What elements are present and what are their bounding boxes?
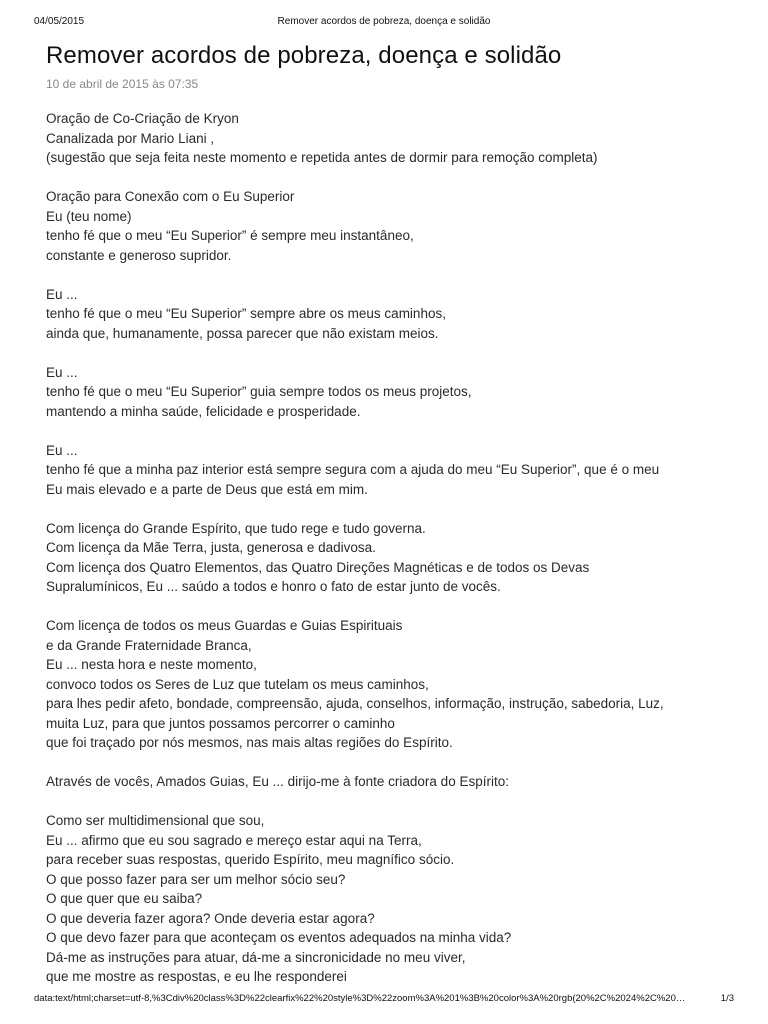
paragraph [46, 811, 736, 987]
paragraph [46, 616, 736, 753]
paragraph-line: Oração de Co-Criação de Kryon [46, 111, 239, 126]
paragraph-line: tenho fé que a minha paz interior está sempre segura com a ajuda do meu “Eu Superior”, que é o meu [46, 462, 660, 477]
paragraph-line: tenho fé que o meu “Eu Superior” é sempre meu instantâneo, [46, 228, 414, 243]
print-footer [34, 993, 734, 1007]
article [46, 40, 736, 1006]
paragraph [46, 772, 736, 792]
paragraph-line: que me mostre as respostas, e eu lhe responderei [46, 969, 347, 984]
paragraph-line: constante e generoso supridor. [46, 247, 232, 263]
paragraph-line: Eu ... afirmo que eu sou sagrado e mereço estar aqui na Terra, [46, 832, 422, 848]
paragraph-line: Eu mais elevado e a parte de Deus que está em mim. [46, 481, 368, 497]
paragraph-line: Canalizada por Mario Liani , [46, 130, 215, 146]
paragraph-line: muita Luz, para que juntos possamos percorrer o caminho [46, 715, 395, 731]
article-body [46, 109, 736, 987]
paragraph-line: para receber suas respostas, querido Espírito, meu magnífico sócio. [46, 852, 455, 867]
paragraph-line: mantendo a minha saúde, felicidade e prosperidade. [46, 403, 361, 419]
paragraph-line: (sugestão que seja feita neste momento e repetida antes de dormir para remoção completa) [46, 150, 598, 165]
article-title: Remover acordos de pobreza, doença e solidão [46, 42, 562, 69]
paragraph-line: Através de vocês, Amados Guias, Eu ... dirijo-me à fonte criadora do Espírito: [46, 774, 509, 789]
paragraph [46, 285, 736, 344]
paragraph-line: Com licença dos Quatro Elementos, das Quatro Direções Magnéticas e de todos os Devas [46, 559, 590, 575]
page-number: 1/3 [720, 993, 734, 1004]
paragraph-line: O que posso fazer para ser um melhor sócio seu? [46, 871, 346, 887]
paragraph-line: convoco todos os Seres de Luz que tutelam os meus caminhos, [46, 676, 429, 692]
print-header [34, 16, 734, 30]
paragraph [46, 441, 736, 500]
paragraph-line: O que deveria fazer agora? Onde deveria estar agora? [46, 910, 375, 926]
paragraph-line: tenho fé que o meu “Eu Superior” sempre abre os meus caminhos, [46, 306, 446, 321]
paragraph-line: que foi traçado por nós mesmos, nas mais altas regiões do Espírito. [46, 735, 453, 750]
paragraph [46, 363, 736, 422]
article-timestamp: 10 de abril de 2015 às 07:35 [46, 77, 199, 91]
paragraph-line: O que quer que eu saiba? [46, 891, 203, 906]
paragraph-line: Com licença de todos os meus Guardas e Guias Espirituais [46, 618, 403, 633]
paragraph-line: Supralumínicos, Eu ... saúdo a todos e honro o fato de estar junto de vocês. [46, 579, 501, 594]
paragraph-line: Eu ... [46, 364, 78, 380]
paragraph-line: Dá-me as instruções para atuar, dá-me a sincronicidade no meu viver, [46, 949, 466, 965]
paragraph-line: para lhes pedir afeto, bondade, compreensão, ajuda, conselhos, informação, instrução, sabedoria, Luz, [46, 696, 664, 711]
paragraph [46, 519, 736, 597]
print-url: data:text/html;charset=utf-8,%3Cdiv%20class%3D%22clearfix%22%20style%3D%22zoom%3A%201%3B%20color%3A%20rgb(20%2C%2024%2C%20… [34, 993, 686, 1004]
paragraph [46, 187, 736, 265]
paragraph-line: tenho fé que o meu “Eu Superior” guia sempre todos os meus projetos, [46, 384, 472, 399]
paragraph-line: Eu ... [46, 286, 78, 302]
print-date: 04/05/2015 [34, 16, 85, 27]
paragraph-line: Oração para Conexão com o Eu Superior [46, 189, 295, 204]
paragraph-line: Eu ... nesta hora e neste momento, [46, 657, 257, 672]
paragraph-line: Eu ... [46, 442, 78, 458]
paragraph-line: O que devo fazer para que aconteçam os eventos adequados na minha vida? [46, 930, 512, 945]
paragraph [46, 109, 736, 168]
paragraph-line: Como ser multidimensional que sou, [46, 813, 265, 828]
print-header-title: Remover acordos de pobreza, doença e solidão [277, 16, 491, 27]
paragraph-line: Eu (teu nome) [46, 208, 132, 224]
paragraph-line: ainda que, humanamente, possa parecer que não existam meios. [46, 325, 439, 341]
paragraph-line: Com licença da Mãe Terra, justa, generosa e dadivosa. [46, 540, 376, 555]
paragraph-line: Com licença do Grande Espírito, que tudo rege e tudo governa. [46, 520, 426, 536]
paragraph-line: e da Grande Fraternidade Branca, [46, 637, 252, 653]
